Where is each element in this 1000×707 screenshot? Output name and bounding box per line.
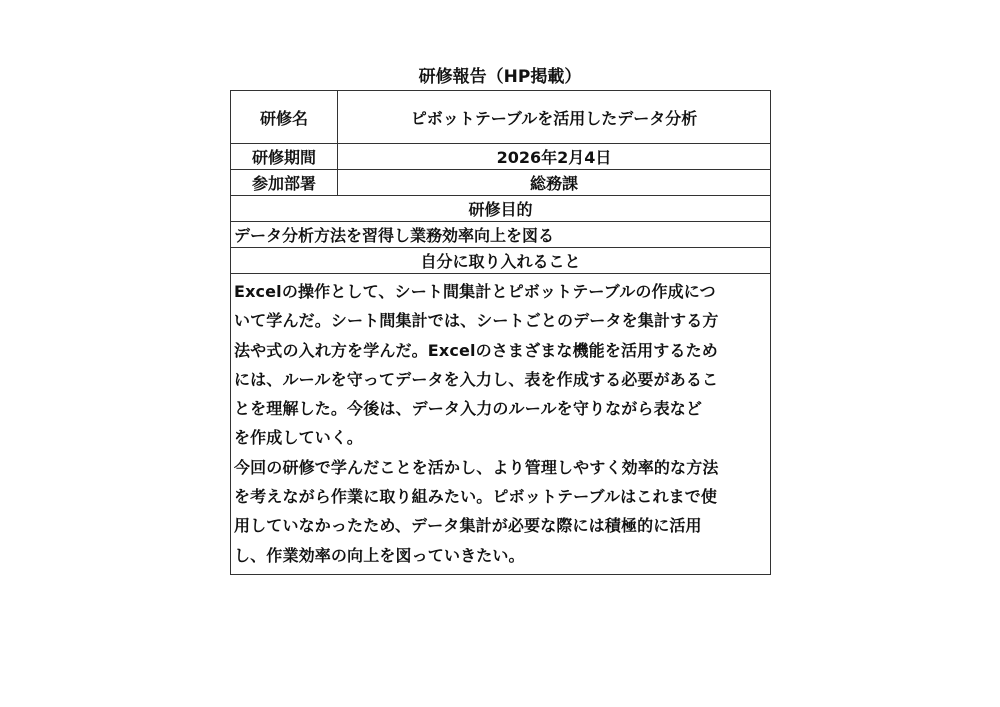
learning-line: を作成していく。 — [234, 428, 363, 448]
learning-line: 用していなかったため、データ集計が必要な際には積極的に活用 — [234, 516, 702, 536]
training-name-label: 研修名 — [231, 91, 338, 144]
learning-line: いて学んだ。シート間集計では、シートごとのデータを集計する方 — [234, 311, 719, 331]
learning-body-row — [231, 274, 771, 575]
learning-heading-row — [231, 248, 771, 274]
training-name-row — [231, 91, 771, 144]
learning-line: 法や式の入れ方を学んだ。Excelのさまざまな機能を活用するため — [234, 340, 718, 360]
purpose-heading-row — [231, 196, 771, 222]
department-value: 総務課 — [338, 170, 771, 196]
purpose-heading: 研修目的 — [231, 196, 771, 222]
learning-line: には、ルールを守ってデータを入力し、表を作成する必要があるこ — [234, 369, 719, 389]
department-row — [231, 170, 771, 196]
learning-line: 今回の研修で学んだことを活かし、より管理しやすく効率的な方法 — [234, 457, 719, 477]
training-period-row — [231, 144, 771, 170]
learning-line: とを理解した。今後は、データ入力のルールを守りながら表など — [234, 399, 703, 419]
training-period-value: 2026年2月4日 — [338, 144, 771, 170]
training-name-value: ピボットテーブルを活用したデータ分析 — [338, 91, 771, 144]
report-title: 研修報告（HP掲載） — [418, 67, 582, 87]
learning-line: Excelの操作として、シート間集計とピボットテーブルの作成につ — [234, 282, 716, 301]
learning-body — [231, 274, 770, 570]
purpose-row — [231, 222, 771, 248]
learning-line: し、作業効率の向上を図っていきたい。 — [234, 545, 525, 565]
training-period-label: 研修期間 — [231, 144, 338, 170]
learning-heading: 自分に取り入れること — [231, 248, 771, 274]
learning-body-cell — [231, 274, 771, 575]
purpose-text: データ分析方法を習得し業務効率向上を図る — [231, 222, 771, 248]
learning-line: を考えながら作業に取り組みたい。ピボットテーブルはこれまで使 — [234, 487, 718, 507]
report-table — [230, 90, 771, 575]
department-label: 参加部署 — [231, 170, 338, 196]
